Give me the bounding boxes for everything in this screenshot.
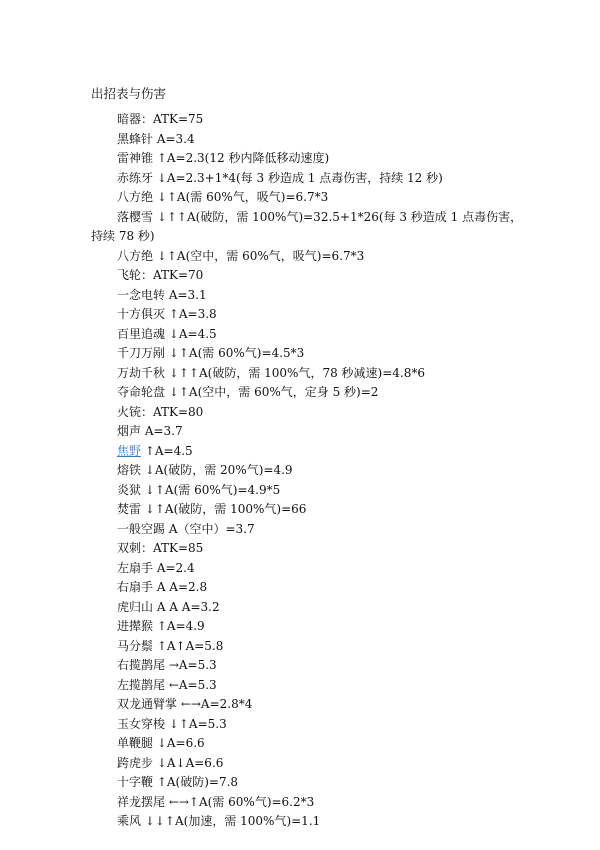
move-line: 千刀万剐 ↓↑A(需 60%气)=4.5*3 [117,346,305,360]
move-line: 单鞭腿 ↓A=6.6 [117,736,205,750]
move-list [91,110,531,832]
move-line: 进撵猴 ↑A=4.9 [117,619,205,633]
move-line-rest: ↑A=4.5 [141,443,193,458]
move-line: 百里追魂 ↓A=4.5 [117,326,217,341]
move-line: 雷神锥 ↑A=2.3(12 秒内降低移动速度) [117,151,330,165]
move-line: 炎狱 ↓↑A(需 60%气)=4.9*5 [117,482,281,497]
move-line: 右揽鹊尾 →A=5.3 [117,658,217,672]
move-line: 黑蜂针 A=3.4 [117,131,195,146]
move-line: 一般空踢 A（空中）=3.7 [117,521,255,536]
move-line: 夺命轮盘 ↓↑A(空中，需 60%气，定身 5 秒)=2 [117,385,379,399]
move-line-text: 落樱雪 ↓↑↑A(破防，需 100%气)=32.5+1*26(每 3 秒造成 1 点毒伤害，持续 78 秒) [91,209,523,243]
move-line: 烟声 A=3.7 [117,424,183,438]
move-line: 十方俱灭 ↑A=3.8 [117,307,217,321]
move-line: 马分鬃 ↑A↑A=5.8 [117,638,224,653]
move-line: 一念电转 A=3.1 [117,287,207,302]
move-line: 焚雷 ↓↑A(破防，需 100%气)=66 [117,502,307,516]
move-link[interactable]: 焦野 [117,443,142,458]
move-line: 火铳：ATK=80 [117,404,204,419]
move-line: 左揽鹊尾 ←A=5.3 [117,677,217,692]
move-line: 乘风 ↓↓↑A(加速，需 100%气)=1.1 [117,814,321,828]
move-line: 玉女穿梭 ↓↑A=5.3 [117,716,227,731]
move-line: 虎归山 A A A=3.2 [117,599,220,614]
move-line: 飞轮：ATK=70 [117,268,204,282]
move-line: 八方绝 ↓↑A(空中，需 60%气，吸气)=6.7*3 [117,248,365,263]
move-line: 双龙通臂掌 ←→A=2.8*4 [117,697,253,711]
move-line: 八方绝 ↓↑A(需 60%气，吸气)=6.7*3 [117,190,329,204]
move-line: 熔铁 ↓A(破防，需 20%气)=4.9 [117,463,293,477]
move-line: 左扇手 A=2.4 [117,560,195,575]
move-line: 祥龙摆尾 ←→↑A(需 60%气)=6.2*3 [117,794,315,809]
move-line [91,208,531,247]
move-line: 跨虎步 ↓A↓A=6.6 [117,755,224,770]
move-line: 十字鞭 ↑A(破防)=7.8 [117,775,239,789]
move-line: 暗器：ATK=75 [117,112,204,126]
move-line [91,442,531,462]
move-line: 赤练牙 ↓A=2.3+1*4(每 3 秒造成 1 点毒伤害，持续 12 秒) [117,170,443,185]
move-line: 双刺：ATK=85 [117,541,204,555]
move-line: 万劫千秋 ↓↑↑A(破防，需 100%气，78 秒减速)=4.8*6 [117,365,425,380]
document-title: 出招表与伤害 [91,86,167,101]
move-line: 右扇手 A A=2.8 [117,580,208,594]
